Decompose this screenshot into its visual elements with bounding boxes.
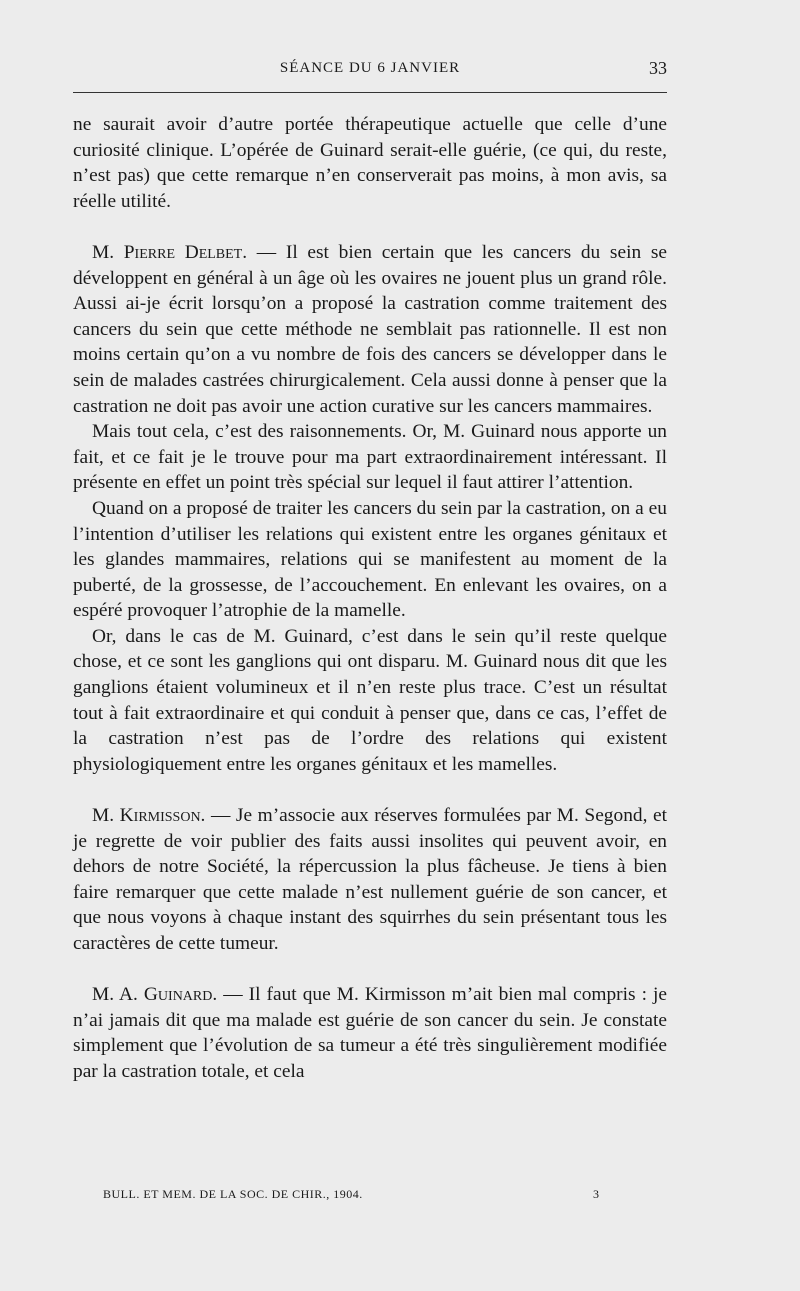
speech-text: — Je m’associe aux réserves formulées par M. Segond, et je regrette de voir publier des faits aussi insolites qui peuvent avoir, en dehors de notre Société, la répercussion la plus fâcheuse. Je tiens à bien faire remarquer que cette malade n’est nullement guérie de son cancer, et que nous voyons à chaque instant des squirrhes du sein présentant tous les caractères de cette tumeur. [73, 805, 667, 954]
signature-mark: 3 [593, 1187, 600, 1201]
paragraph-continuation: ne saurait avoir d’autre portée thérapeutique actuelle que celle d’une curiosité clinique. L’opérée de Guinard serait-elle guérie, (ce qui, du reste, n’est pas) que cette remarque n’en conserverait pas moins, à mon avis, sa réelle utilité. [73, 114, 667, 212]
paragraph: Quand on a proposé de traiter les cancers du sein par la castration, on a eu l’intention d’utiliser les relations qui existent entre les organes génitaux et les glandes mammaires, relations qui se manifestent au moment de la puberté, de la grossesse, de l’accouchement. En enlevant les ovaires, on a espéré provoquer l’atrophie de la mamelle. [73, 497, 667, 622]
paragraph-guinard [73, 982, 667, 1084]
footer-source: BULL. ET MEM. DE LA SOC. DE CHIR., 1904. [103, 1187, 363, 1201]
page-footer [73, 1187, 667, 1207]
header-rule [73, 92, 667, 93]
paragraph-spacer [73, 777, 667, 803]
speech-text: — Il est bien certain que les cancers du sein se développent en général à un âge où les ovaires ne jouent plus un grand rôle. Aussi ai-je écrit lorsqu’on a proposé la castration comme traitement des cancers du sein que cette méthode ne semblait pas rationnelle. Il est non moins certain qu’on a vu nombre de fois des cancers se développer dans le sein de malades castrées chirurgicalement. Cela aussi donne à penser que la castration ne doit pas avoir une action curative sur les cancers mammaires. [73, 241, 668, 417]
page-body [73, 112, 667, 1085]
header-title: SÉANCE DU 6 JANVIER [279, 60, 461, 76]
running-header [73, 58, 667, 82]
paragraph: Or, dans le cas de M. Guinard, c’est dans le sein qu’il reste quelque chose, et ce sont les ganglions qui ont disparu. M. Guinard nous dit que les ganglions étaient volumineux et il n’en reste plus trace. C’est un résultat tout à fait extraordinaire et qui conduit à penser que, dans ce cas, l’effet de la castration n’est pas de l’ordre des relations qui existent physiologiquement entre les organes génitaux et les mamelles. [73, 625, 667, 775]
paragraph: Mais tout cela, c’est des raisonnements. Or, M. Guinard nous apporte un fait, et ce fait je le trouve pour ma part extraordinairement intéressant. Il présente en effet un point très spécial sur lequel il faut attirer l’attention. [73, 421, 667, 494]
speech-text: — Il faut que M. Kirmisson m’ait bien mal compris : je n’ai jamais dit que ma malade est guérie de son cancer du sein. Je constate simplement que l’évolution de sa tumeur a été très singulièrement modifiée par la castration totale, et cela [73, 984, 667, 1082]
paragraph-kirmisson [73, 803, 667, 957]
paragraph-spacer [73, 214, 667, 240]
speaker-name: M. Kirmisson. [92, 805, 206, 827]
paragraph-delbet [73, 240, 667, 419]
paragraph-spacer [73, 957, 667, 983]
speaker-name: M. Pierre Delbet. [92, 241, 248, 263]
speaker-name: M. A. Guinard. [92, 984, 218, 1006]
page-number: 33 [649, 58, 667, 78]
